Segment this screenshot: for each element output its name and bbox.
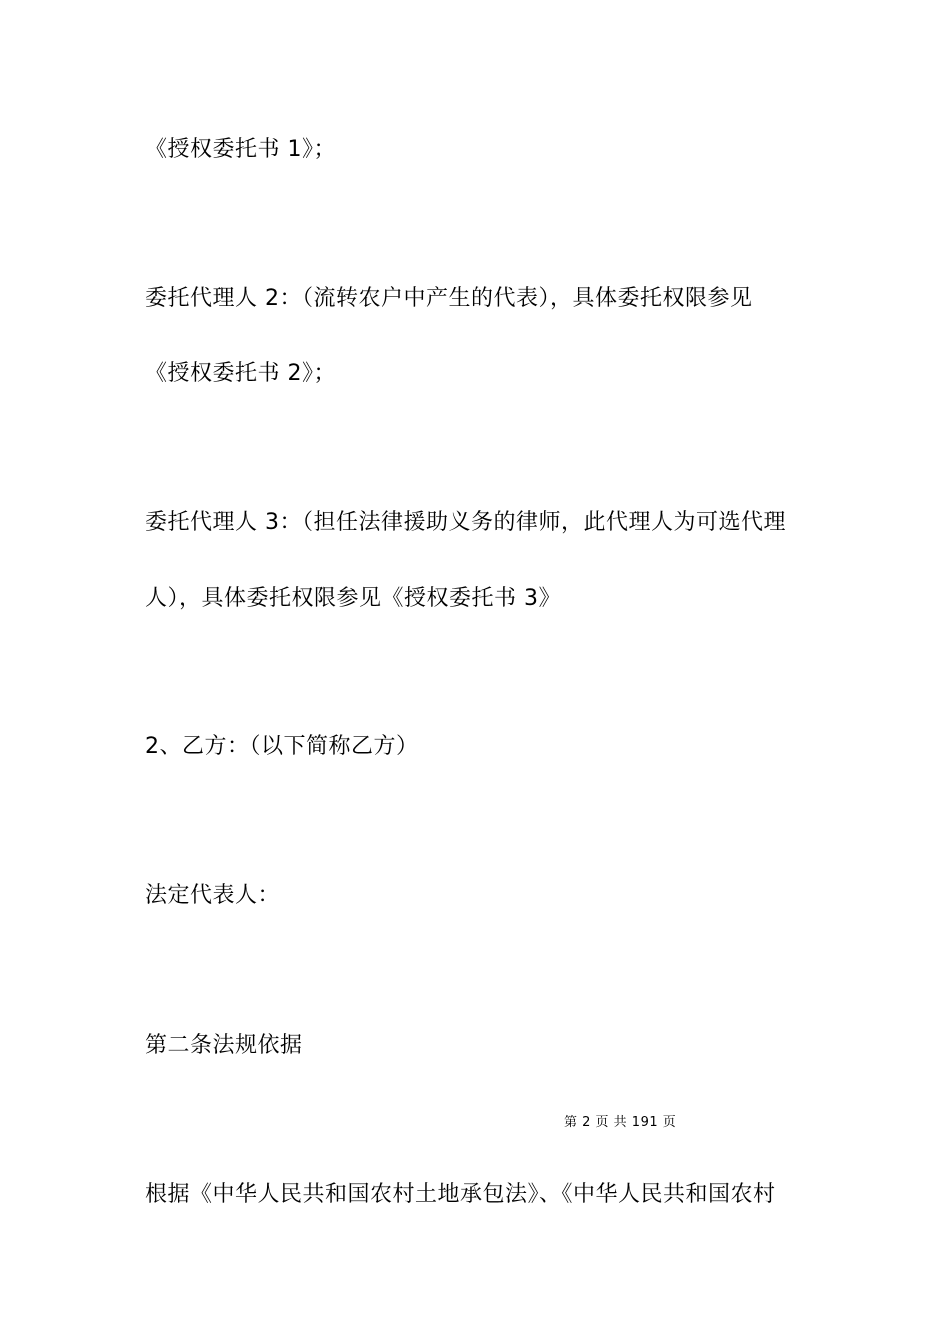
text-line: 委托代理人 3：（担任法律援助义务的律师，此代理人为可选代理 [145, 510, 786, 535]
text-line: 根据《中华人民共和国农村土地承包法》、《中华人民共和国农村 [145, 1182, 776, 1207]
text-line: 《授权委托书 2》； [145, 361, 336, 386]
text-line: 2、乙方：（以下简称乙方） [145, 734, 419, 759]
text-line: 委托代理人 2：（流转农户中产生的代表），具体委托权限参见 [145, 286, 753, 311]
page-number-footer: 第 2 页 共 191 页 [564, 1115, 677, 1130]
section-heading: 第二条法规依据 [145, 1033, 303, 1058]
text-line: 人），具体委托权限参见《授权委托书 3》 [145, 586, 561, 611]
text-line: 法定代表人： [145, 883, 281, 908]
text-line: 《授权委托书 1》； [145, 137, 336, 162]
